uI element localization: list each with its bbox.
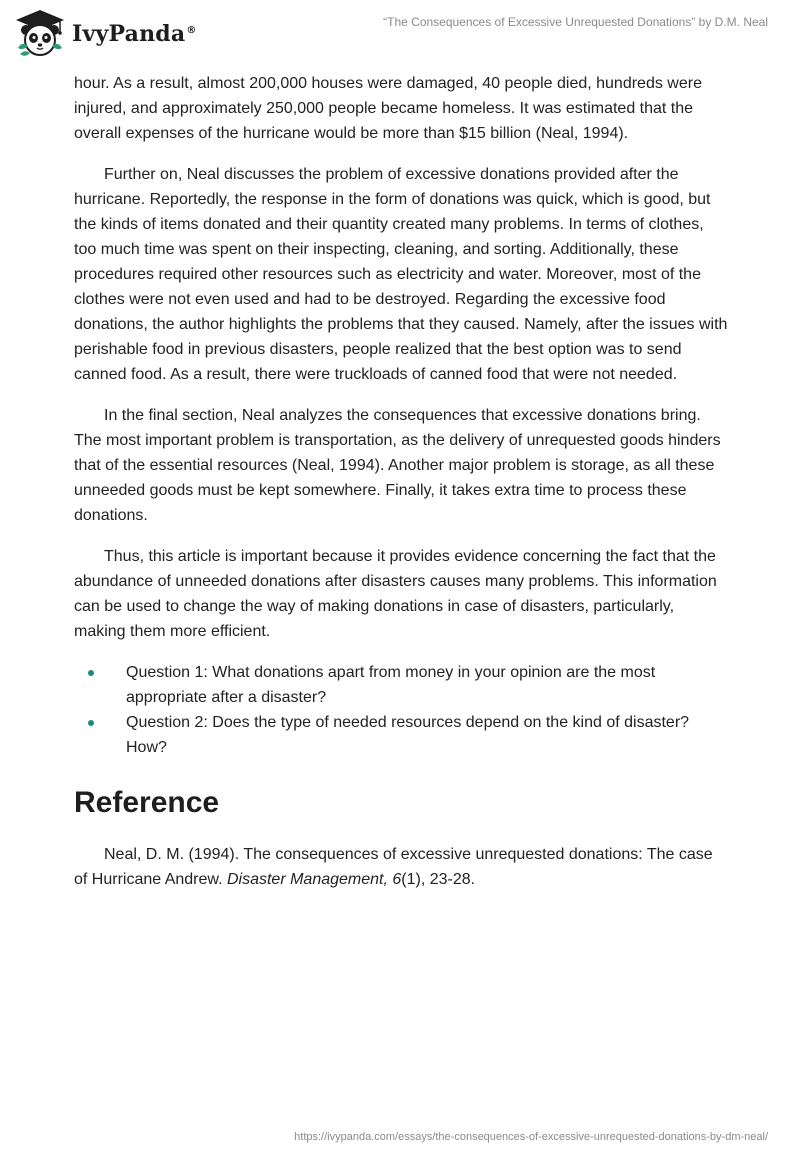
body-paragraph: hour. As a result, almost 200,000 houses were damaged, 40 people died, hundreds were injured, and approximately 250,000 people became homeless. It was estimated that the overall expenses of the hurricane would be more than $15 billion (Neal, 1994).: [74, 75, 702, 142]
reference-issue: (1), 23-28.: [401, 871, 476, 888]
list-item: [74, 710, 728, 760]
bullet-dot-icon: [88, 720, 94, 726]
question-text: Question 1: What donations apart from money in your opinion are the most appropriate after a disaster?: [126, 664, 656, 706]
body-paragraph: Thus, this article is important because it provides evidence concerning the fact that the abundance of unneeded donations after disasters causes many problems. This information can be used to change the way of making donations in case of disasters, particularly, making them more efficient.: [74, 548, 717, 640]
running-title: “The Consequences of Excessive Unrequested Donations” by D.M. Neal: [383, 15, 768, 29]
essay-content: [74, 71, 728, 908]
reference-entry: [74, 842, 728, 892]
reference-journal: Disaster Management, 6: [226, 871, 402, 888]
page-header: [0, 0, 800, 70]
panda-graduate-icon: [14, 8, 66, 60]
questions-list: [74, 660, 728, 760]
logo-wordmark: IvyPanda®: [72, 21, 197, 47]
question-text: Question 2: Does the type of needed resources depend on the kind of disaster? How?: [126, 714, 690, 756]
reference-heading: Reference: [74, 786, 220, 819]
source-url[interactable]: https://ivypanda.com/essays/the-consequences-of-excessive-unrequested-donations-by-dm-neal/: [294, 1131, 768, 1143]
ivypanda-logo[interactable]: [14, 8, 197, 60]
bullet-dot-icon: [88, 670, 94, 676]
body-paragraph: Further on, Neal discusses the problem of excessive donations provided after the hurricane. Reportedly, the response in the form of donations was quick, which is good, but the kinds of items donated and their quantity created many problems. In terms of clothes, too much time was spent on their inspecting, cleaning, and sorting. Additionally, these procedures required other resources such as electricity and water. Moreover, most of the clothes were not even used and had to be destroyed. Regarding the excessive food donations, the author highlights the problems that they caused. Namely, after the issues with perishable food in previous disasters, people realized that the best option was to send canned food. As a result, there were truckloads of canned food that were not needed.: [74, 166, 728, 383]
list-item: [74, 660, 728, 710]
reference-text: Neal, D. M. (1994). The consequences of excessive unrequested donations: The case of Hurricane Andrew.: [74, 846, 713, 888]
body-paragraph: In the final section, Neal analyzes the consequences that excessive donations bring. The most important problem is transportation, as the delivery of unrequested goods hinders that of the essential resources (Neal, 1994). Another major problem is storage, as all these unneeded goods must be kept somewhere. Finally, it takes extra time to process these donations.: [74, 407, 721, 524]
